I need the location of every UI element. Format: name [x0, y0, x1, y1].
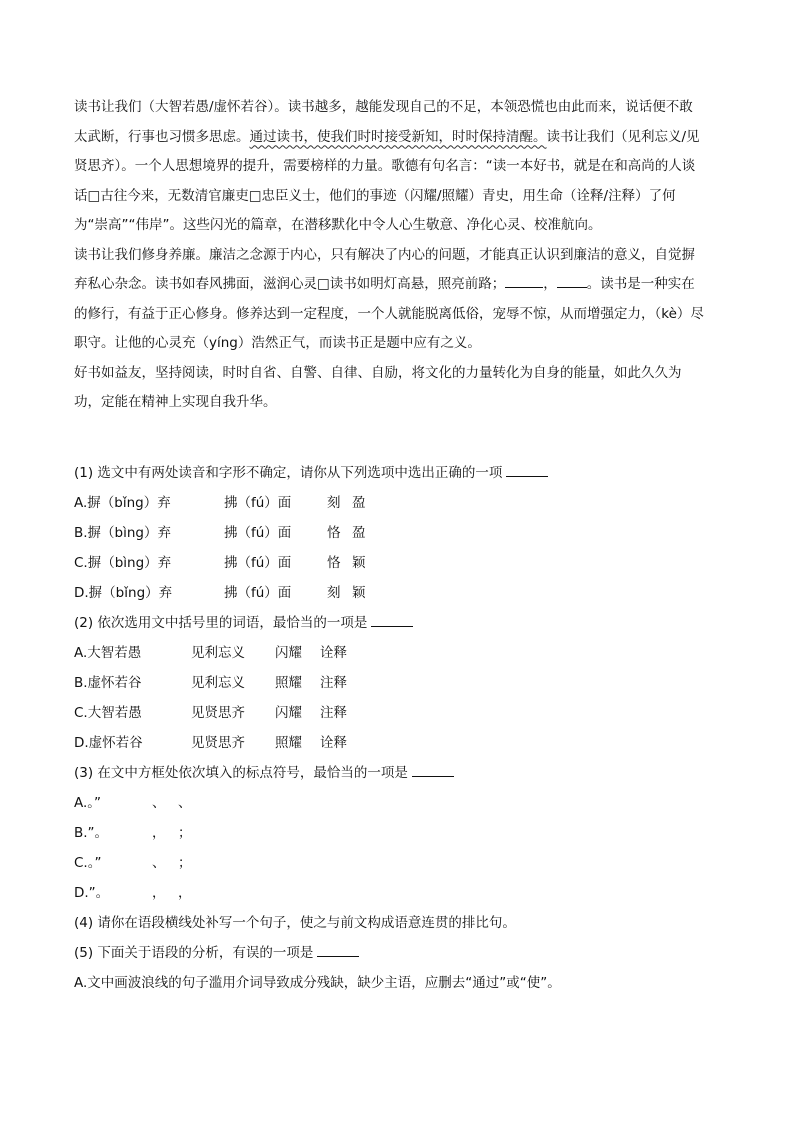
- option-cell: 盈: [352, 495, 366, 511]
- option-cell: ，: [152, 885, 166, 901]
- option-cell: D.虚怀若谷: [74, 735, 143, 751]
- option-cell: 拂（fú）面: [224, 585, 292, 601]
- option-cell: 见贤思齐: [191, 705, 245, 721]
- option-cell: ，: [152, 825, 166, 841]
- option-c: [74, 548, 714, 578]
- passage-text: 好书如益友，坚持阅读，时时自省、自警、自律、自励，将文化的力量转化为自身的能量，如此久久为功，定能在精神上实现自我升华。: [74, 364, 682, 410]
- option-cell: 颖: [352, 555, 366, 571]
- option-d: [74, 578, 714, 608]
- option-a: [74, 788, 714, 818]
- option-b: [74, 518, 714, 548]
- option-cell: ；: [178, 855, 192, 871]
- option-d: [74, 878, 714, 908]
- passage-paragraph-1: [74, 93, 704, 241]
- option-b: [74, 818, 714, 848]
- option-cell: 闪耀: [275, 705, 302, 721]
- option-cell: 、: [152, 795, 166, 811]
- option-cell: ，: [178, 885, 192, 901]
- option-a: [74, 638, 714, 668]
- option-cell: 见利忘义: [191, 645, 245, 661]
- option-cell: B.摒（bìng）弃: [74, 525, 171, 541]
- option-cell: 诠释: [320, 645, 347, 661]
- option-cell: 拂（fú）面: [224, 555, 292, 571]
- question-text: (2) 依次选用文中括号里的词语，最恰当的一项是: [74, 608, 714, 638]
- answer-blank: [412, 763, 454, 777]
- option-a: [74, 488, 714, 518]
- option-cell: 拂（fú）面: [224, 495, 292, 511]
- option-cell: 恪: [327, 555, 341, 571]
- passage-text: 读书让我们（见利忘义/见贤思齐）。一个人思想境界的提升，需要榜样的力量。歌德有句名言：“读一本好书，就是在和高尚的人谈话□古往今来，无数清官廉吏□忠臣义士，他们的事迹（闪耀/照耀）青史，用生命（诠释/注释）了何为“崇高”“伟岸”。这些闪光的篇章，在潜移默化中令人心生敬意、净化心灵、校准航向。: [74, 128, 700, 233]
- option-cell: A.文中画波浪线的句子滥用介词导致成分残缺，缺少主语，应删去“通过”或“使”。: [74, 975, 561, 991]
- option-cell: D.摒（bǐng）弃: [74, 585, 173, 601]
- option-cell: ；: [178, 825, 192, 841]
- option-cell: 刻: [327, 585, 341, 601]
- passage-text: 读书让我们（大智若愚/虚怀若谷）。读书越多，越能发现自己的不足，本领恐慌也由此而来，说话便不敢太武断，行事也习惯多思虑。: [74, 99, 693, 145]
- answer-blank: [317, 943, 359, 957]
- passage-text: ，: [543, 276, 557, 292]
- option-cell: C.。”: [74, 855, 102, 871]
- passage-text: 读书让我们修身养廉。廉洁之念源于内心，只有解决了内心的问题，才能真正认识到廉洁的意义，自觉摒弃私心杂念。读书如春风拂面，滋润心灵□读书如明灯高悬，照亮前路；: [74, 246, 695, 292]
- option-cell: 恪: [327, 525, 341, 541]
- fill-in-blank: [557, 273, 587, 288]
- option-cell: B.”。: [74, 825, 109, 841]
- option-cell: C.摒（bìng）弃: [74, 555, 172, 571]
- option-cell: 、: [178, 795, 192, 811]
- option-cell: D.”。: [74, 885, 110, 901]
- question-text: (1) 选文中有两处读音和字形不确定，请你从下列选项中选出正确的一项: [74, 458, 714, 488]
- option-a: [74, 968, 714, 998]
- option-d: [74, 728, 714, 758]
- option-c: [74, 698, 714, 728]
- option-c: [74, 848, 714, 878]
- option-cell: 、: [152, 855, 166, 871]
- option-cell: 刻: [327, 495, 341, 511]
- wavy-underlined-sentence: 通过读书，使我们时时接受新知，时时保持清醒。: [249, 128, 547, 145]
- answer-blank: [371, 613, 413, 627]
- option-cell: 拂（fú）面: [224, 525, 292, 541]
- option-b: [74, 668, 714, 698]
- answer-blank: [506, 463, 548, 477]
- option-cell: 盈: [352, 525, 366, 541]
- question-text: (4) 请你在语段横线处补写一个句子，使之与前文构成语意连贯的排比句。: [74, 915, 516, 931]
- option-cell: 见利忘义: [191, 675, 245, 691]
- fill-in-blank: [505, 273, 543, 288]
- option-cell: 注释: [320, 705, 347, 721]
- option-cell: 颖: [352, 585, 366, 601]
- passage-paragraph-3: [74, 359, 704, 418]
- option-cell: A.。”: [74, 795, 102, 811]
- option-cell: 见贤思齐: [191, 735, 245, 751]
- question-text: (3) 在文中方框处依次填入的标点符号，最恰当的一项是: [74, 758, 714, 788]
- passage-paragraph-2: [74, 241, 704, 359]
- option-cell: C.大智若愚: [74, 705, 142, 721]
- reading-passage: [74, 93, 704, 418]
- question-5: [74, 938, 714, 998]
- question-2: [74, 608, 714, 758]
- question-3: [74, 758, 714, 908]
- question-4: [74, 908, 714, 938]
- option-cell: A.大智若愚: [74, 645, 142, 661]
- option-cell: 注释: [320, 675, 347, 691]
- option-cell: B.虚怀若谷: [74, 675, 142, 691]
- question-text: (5) 下面关于语段的分析，有误的一项是: [74, 938, 714, 968]
- question-1: [74, 458, 714, 608]
- option-cell: 照耀: [275, 675, 302, 691]
- passage-text: 。读书是一种实在的修行，有益于正心修身。修养达到一定程度，一个人就能脱离低俗，宠辱不惊，从而增强定力，（kè）尽职守。让他的心灵充（yíng）浩然正气，而读书正是题中应有之义。: [74, 276, 704, 351]
- option-cell: 闪耀: [275, 645, 302, 661]
- option-cell: 照耀: [275, 735, 302, 751]
- option-cell: A.摒（bǐng）弃: [74, 495, 171, 511]
- option-cell: 诠释: [320, 735, 347, 751]
- question-list: [74, 458, 714, 998]
